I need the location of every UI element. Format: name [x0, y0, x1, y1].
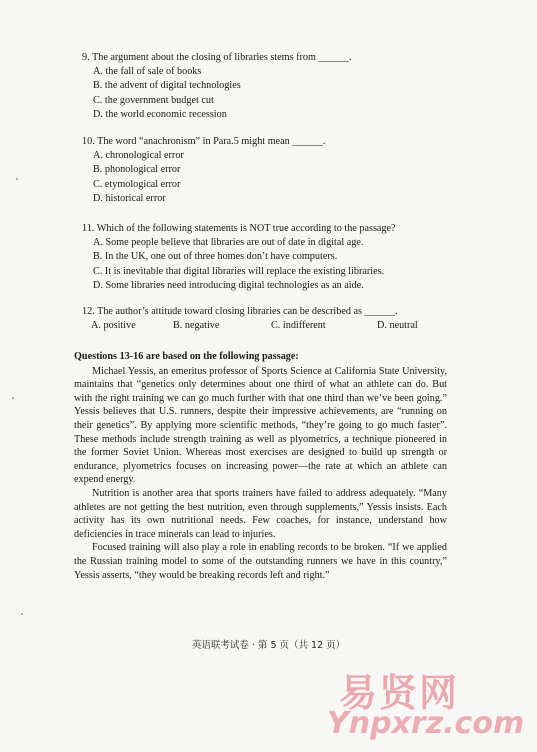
option-d: D. the world economic recession	[93, 108, 227, 120]
option-c: C. indifferent	[271, 320, 326, 332]
question-stem: 12. The author’s attitude toward closing libraries can be described as ______.	[82, 306, 398, 317]
question-11	[82, 222, 442, 293]
scan-speck	[12, 397, 14, 399]
question-12	[82, 305, 452, 333]
passage-paragraph-1: Michael Yessis, an emeritus professor of Sports Science at California State University, maintains that “genetics only determines about one third of what an athlete can do. But with the right training we can go much further with that one third than we’ve been going.” Yessis believes that U.S. runners, despite their impressive achievements, are “running on their genetics”. By applying more scientific methods, “they’re going to go much faster”. These methods include strength training as well as plyometrics, a technique pioneered in the former Soviet Union. Whereas most exercises are designed to build up strength or endurance, plyometrics focuses on increasing power—the rate at which an athlete can expend energy.	[74, 365, 447, 486]
option-a: A. the fall of sale of books	[93, 66, 202, 78]
watermark-logo	[309, 662, 525, 747]
watermark-url: Ynpxrz.com	[327, 706, 525, 741]
passage-paragraph-2: Nutrition is another area that sports trainers have failed to address adequately. “Many athletes are not getting the best nutrition, even through supplements,” Yessis insists. Each activity has its own nutritional needs. Few coaches, for instance, understand how deficiencies in trace minerals can lead to injuries.	[74, 487, 447, 540]
option-a: A. chronological error	[93, 150, 184, 162]
question-stem: 11. Which of the following statements is NOT true according to the passage?	[82, 223, 396, 234]
question-stem: 10. The word “anachronism” in Para.5 might mean ______.	[82, 136, 326, 147]
option-b: B. negative	[173, 320, 220, 332]
passage-paragraph-3: Focused training will also play a role in enabling records to be broken. “If we applied the Russian training model to some of the outstanding runners we have in this country,” Yessis asserts, “they would be breaking records left and right.”	[74, 542, 447, 581]
option-b: B. the advent of digital technologies	[93, 80, 241, 92]
option-c: C. the government budget cut	[93, 94, 214, 106]
question-9	[82, 51, 442, 122]
question-stem: 9. The argument about the closing of libraries stems from ______.	[82, 52, 352, 63]
option-b: B. In the UK, one out of three homes don’t have computers.	[93, 251, 338, 263]
scan-speck	[21, 613, 23, 615]
option-c: C. etymological error	[93, 178, 181, 190]
passage-heading: Questions 13-16 are based on the following passage:	[74, 351, 299, 362]
scan-speck	[16, 178, 18, 180]
option-c: C. It is inevitable that digital libraries will replace the existing libraries.	[93, 265, 385, 277]
option-a: A. Some people believe that libraries are out of date in digital age.	[93, 237, 364, 249]
option-a: A. positive	[91, 320, 136, 332]
question-10	[82, 135, 442, 206]
option-b: B. phonological error	[93, 164, 181, 176]
reading-passage	[74, 350, 447, 582]
page-footer: 英语联考试卷 · 第 5 页（共 12 页）	[191, 640, 346, 651]
watermark-text: 易贤网	[339, 671, 460, 715]
options-row	[82, 319, 452, 333]
option-d: D. neutral	[377, 320, 418, 332]
option-d: D. Some libraries need introducing digital technologies as an aide.	[93, 279, 364, 291]
option-d: D. historical error	[93, 192, 166, 204]
